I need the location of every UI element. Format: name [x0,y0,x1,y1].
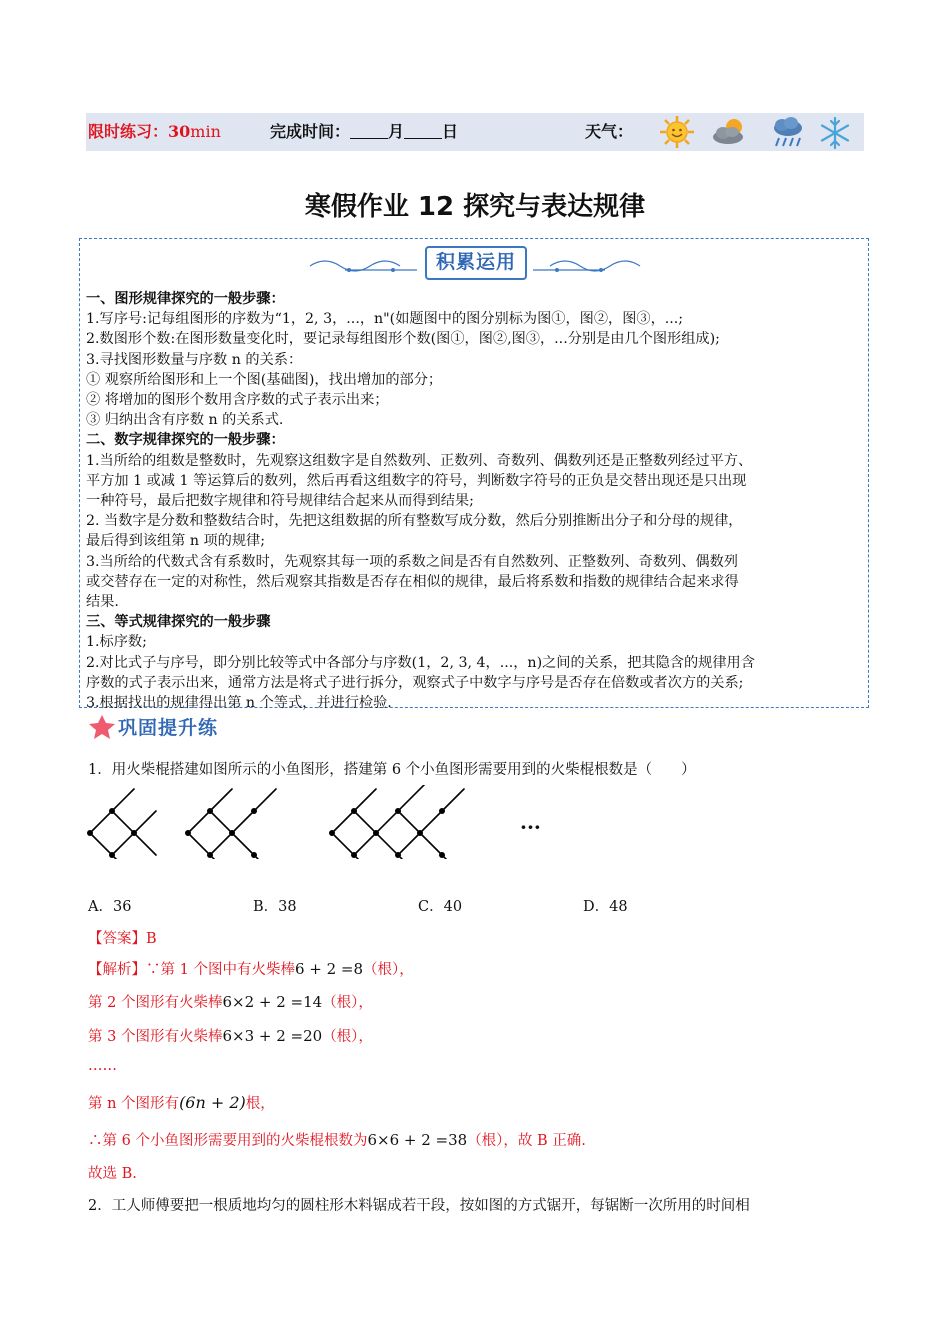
content-line: ② 将增加的图形个数用含序数的式子表示出来； [86,392,389,409]
content-line: 1.标序数; [86,634,147,651]
content-line: 结果. [86,594,119,611]
knowledge-content [86,289,866,713]
figure-ellipsis: ··· [520,815,541,839]
content-line: ① 观察所给图形和上一个图(基础图)，找出增加的部分； [86,371,443,388]
analysis-line-1: 【解析】∵第 1 个图中有火柴棒6 + 2 =8（根）， [88,960,414,978]
final-choice: 故选 B. [88,1166,137,1182]
sunny-icon [658,114,696,150]
analysis-dots: …… [88,1058,117,1074]
content-line: 1.当所给的组数是整数时，先观察这组数字是自然数列、正数列、奇数列、偶数列还是正整数列经过平方、 [86,452,753,469]
analysis-line-6: ∴第 6 个小鱼图形需要用到的火柴棍根数为6×6 + 2 =38（根），故 B 正确. [88,1131,586,1149]
q1-stem: 1．用火柴棍搭建如图所示的小鱼图形，搭建第 6 个小鱼图形需要用到的火柴棍根数是（ ） [88,762,696,778]
time-limit: 限时练习：30min [88,122,221,141]
analysis-line-2: 第 2 个图形有火柴棒6×2 + 2 =14（根）， [88,993,373,1011]
content-line: 一种符号，最后把数字规律和符号规律结合起来从而得到结果; [86,493,474,510]
snowflake-icon [818,116,852,150]
content-line: 2.数图形个数:在图形数量变化时，要记录每组图形个数(图①，图②,图③，...分别是由几个图形组成); [86,331,720,348]
completion-time: 完成时间： 月 日 [270,122,459,141]
content-line: ③ 归纳出含有序数 n 的关系式. [86,412,284,429]
option-b: B．38 [253,899,297,915]
section-heading: 一、图形规律探究的一般步骤： [86,291,285,307]
content-line: 3.当所给的代数式含有系数时，先观察其每一项的系数之间是否有自然数列、正整数列、奇数列、偶数列 [86,553,738,570]
content-line: 3.根据找出的规律得出第 n 个等式，并进行检验. [86,695,392,712]
content-line: 或交替存在一定的对称性，然后观察其指数是否存在相似的规律，最后将系数和指数的规律结合起来求得 [86,573,739,590]
section-heading: 三、等式规律探究的一般步骤 [86,614,271,631]
fish-figures [82,785,562,865]
day-blank[interactable] [404,120,442,139]
content-line: 2. 当数字是分数和整数结合时，先把这组数据的所有整数写成分数，然后分别推断出分子和分母的规律， [86,513,743,530]
content-line: 平方加 1 或减 1 等运算后的数列，然后再看这组数字的符号，判断数字符号的正负是交替出现还是只出现 [86,472,747,489]
analysis-line-5: 第 n 个图形有(6n + 2)根， [88,1093,275,1112]
weather-label: 天气： [585,122,634,141]
option-a: A．36 [88,899,132,915]
content-line: 2.对比式子与序号，即分别比较等式中各部分与序数(1，2, 3, 4，...，n)之间的关系，把其隐含的规律用含 [86,654,755,671]
section-heading: 二、数字规律探究的一般步骤： [86,432,285,449]
answer-label: 【答案】B [88,931,157,947]
partly-cloudy-icon [710,116,750,148]
analysis-line-3: 第 3 个图形有火柴棒6×3 + 2 =20（根）， [88,1027,373,1045]
content-line: 最后得到该组第 n 项的规律; [86,533,266,550]
content-line: 1.写序号:记每组图形的序数为“1，2, 3，...，n"(如题图中的图分别标为图①，图②，图③，...; [86,311,684,328]
content-line: 3.寻找图形数量与序数 n 的关系： [86,351,303,368]
star-icon [88,713,118,741]
option-c: C．40 [418,899,463,915]
q2-stem: 2．工人师傅要把一根质地均匀的圆柱形木料锯成若干段，按如图的方式锯开，每锯断一次所用的时间相 [88,1198,750,1214]
option-d: D．48 [583,899,628,915]
section1-badge: 积累运用 [425,246,527,280]
section2-title: 巩固提升练 [118,717,219,739]
month-blank[interactable] [350,120,388,139]
rain-icon [770,114,806,150]
content-line: 序数的式子表示出来，通常方法是将式子进行拆分，观察式子中数字与序号是否存在倍数或者次方的关系; [86,674,744,691]
page-title: 寒假作业 12 探究与表达规律 [304,192,646,222]
